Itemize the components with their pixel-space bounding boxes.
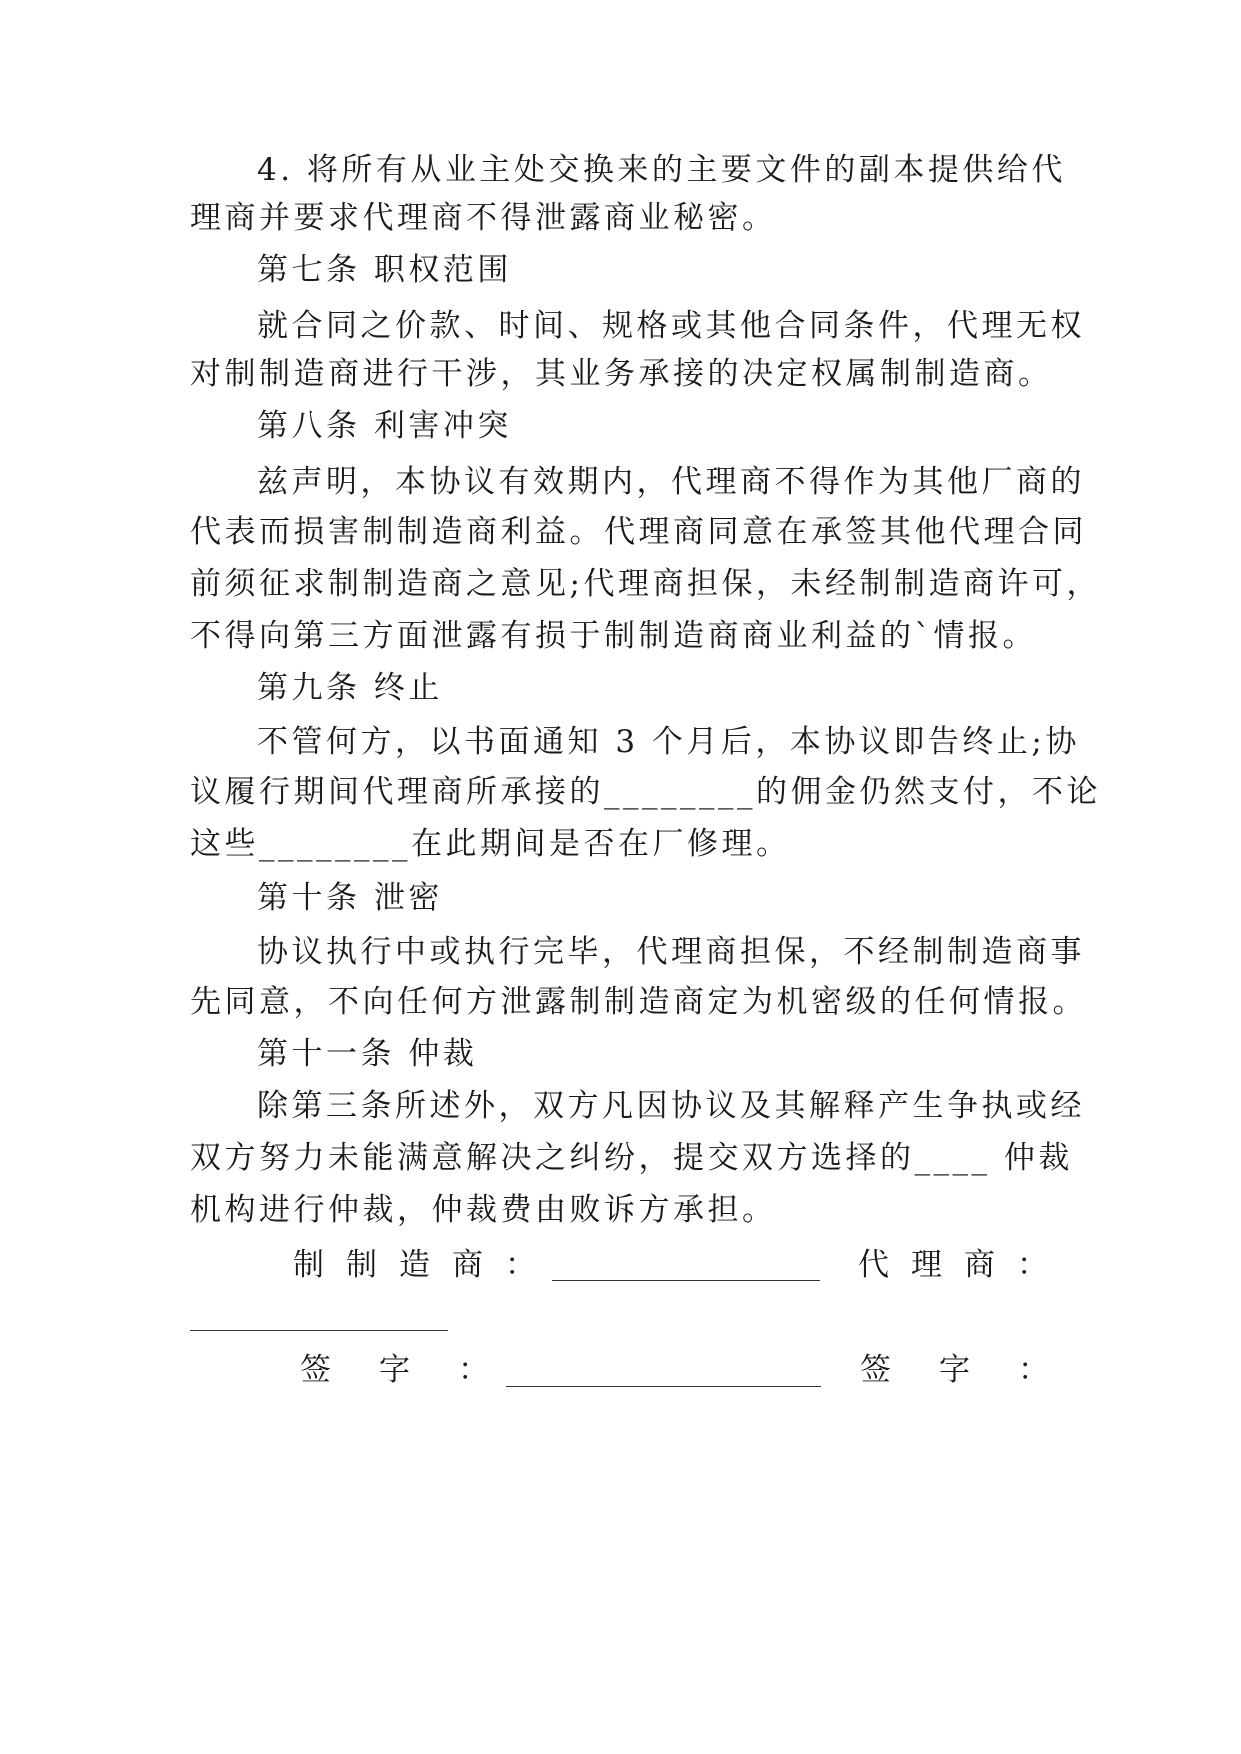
article-11-heading: 第十一条 仲裁	[257, 1036, 478, 1072]
agent-label: 代理商：	[858, 1247, 1070, 1283]
clause-6-item-4-line-1: 4. 将所有从业主处交换来的主要文件的副本提供给代	[257, 152, 1066, 188]
article-9-text-line-1: 不管何方，以书面通知 3 个月后，本协议即告终止;协	[257, 724, 1080, 760]
article-10-heading: 第十条 泄密	[257, 880, 443, 916]
article-11-text-line-1: 除第三条所述外，双方凡因协议及其解释产生争执或经	[257, 1088, 1085, 1124]
article-8-text-line-4: 不得向第三方面泄露有损于制制造商商业利益的`情报。	[190, 618, 1037, 654]
agent-signature-line	[190, 1330, 448, 1331]
left-sign-line	[506, 1386, 821, 1387]
article-7-text-line-1: 就合同之价款、时间、规格或其他合同条件，代理无权	[257, 308, 1085, 344]
sign-label-left: 签字：	[300, 1352, 537, 1388]
article-11-text-line-3: 机构进行仲裁，仲裁费由败诉方承担。	[190, 1192, 777, 1228]
article-10-text-line-1: 协议执行中或执行完毕，代理商担保，不经制制造商事	[257, 934, 1085, 970]
article-9-text-line-3: 这些________在此期间是否在厂修理。	[190, 826, 791, 862]
article-7-heading: 第七条 职权范围	[257, 252, 512, 288]
sign-label-right: 签字：	[860, 1352, 1097, 1388]
article-10-text-line-2: 先同意，不向任何方泄露制制造商定为机密级的任何情报。	[190, 984, 1087, 1020]
article-9-text-line-2: 议履行期间代理商所承接的________的佣金仍然支付，不论	[190, 774, 1101, 810]
article-7-text-line-2: 对制制造商进行干涉，其业务承接的决定权属制制造商。	[190, 356, 1053, 392]
clause-6-item-4-line-2: 理商并要求代理商不得泄露商业秘密。	[190, 200, 777, 236]
manufacturer-label: 制制造商：	[293, 1247, 558, 1283]
manufacturer-signature-line	[552, 1280, 820, 1281]
article-8-heading: 第八条 利害冲突	[257, 408, 512, 444]
article-8-text-line-1: 兹声明，本协议有效期内，代理商不得作为其他厂商的	[257, 464, 1085, 500]
article-8-text-line-3: 前须征求制制造商之意见;代理商担保，未经制制造商许可，	[190, 566, 1101, 602]
article-8-text-line-2: 代表而损害制制造商利益。代理商同意在承签其他代理合同	[190, 514, 1087, 550]
article-9-heading: 第九条 终止	[257, 670, 443, 706]
article-11-text-line-2: 双方努力未能满意解决之纠纷，提交双方选择的____ 仲裁	[190, 1140, 1073, 1176]
